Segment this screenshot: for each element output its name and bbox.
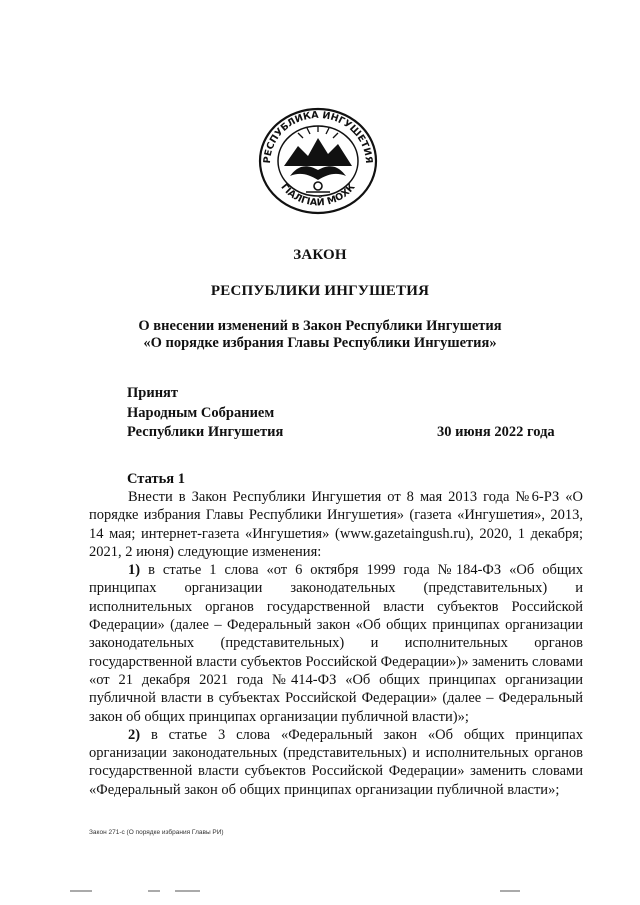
article-item-2 bbox=[89, 726, 583, 799]
footer-note: Закон 271-с (О порядке избрания Главы РИ) bbox=[89, 829, 224, 836]
law-name-line-1: О внесении изменений в Закон Республики Ингушетия bbox=[138, 318, 502, 334]
item-2-number: 2) bbox=[128, 726, 141, 743]
coat-of-arms-emblem bbox=[256, 106, 380, 216]
scan-edge-marks bbox=[0, 888, 640, 894]
item-2-text: в статье 3 слова «Федеральный закон «Об общих принципах организации законодательных (представительных) и исполнительных органов государственной власти субъектов Российской Федерации» заменить словами «Федеральный закон об общих принципах организации публичной власти»; bbox=[89, 726, 583, 798]
emblem-bottom-text: ГIАЛГIАЙ МОХК bbox=[278, 181, 358, 209]
article-body bbox=[89, 488, 583, 799]
item-1-number: 1) bbox=[128, 562, 141, 579]
article-heading: Статья 1 bbox=[127, 471, 185, 487]
document-subtitle: РЕСПУБЛИКИ ИНГУШЕТИЯ bbox=[210, 283, 430, 299]
adoption-line-2: Народным Собранием bbox=[127, 404, 275, 421]
adoption-line-1: Принят bbox=[127, 385, 179, 401]
item-1-text: в статье 1 слова «от 6 октября 1999 года №184-ФЗ «Об общих принципах организации законодательных (представительных) и исполнительных органов государственной власти субъектов Российской Федерации» (далее – Федеральный закон «Об общих принципах организации законодательных (представительных) и исполнительных органов государственной власти субъектов Российской Федерации»)» заменить словами «от 21 декабря 2021 года №414-ФЗ «Об общих принципах организации публичной власти в субъектах Российской Федерации» (далее – Федеральный закон об общих принципах организации публичной власти)»; bbox=[89, 562, 584, 725]
law-name-line-2: «О порядке избрания Главы Республики Ингушетия» bbox=[143, 335, 497, 351]
article-item-1 bbox=[89, 561, 583, 726]
emblem-seal-icon bbox=[256, 106, 380, 216]
adoption-block bbox=[127, 384, 283, 443]
document-title: ЗАКОН bbox=[293, 247, 347, 263]
adoption-line-3: Республики Ингушетия bbox=[127, 424, 284, 440]
adoption-date: 30 июня 2022 года bbox=[437, 424, 555, 440]
emblem-top-text: РЕСПУБЛИКА ИНГУШЕТИЯ bbox=[261, 109, 375, 164]
article-intro-paragraph: Внести в Закон Республики Ингушетия от 8 мая 2013 года №6-РЗ «О порядке избрания Главы Республики Ингушетия» (газета «Ингушетия», 2013, 14 мая; интернет-газета «Ингушетия» (www.gazetaingush.ru), 2020, 1 декабря; 2021, 2 июня) следующие изменения: bbox=[89, 489, 583, 560]
